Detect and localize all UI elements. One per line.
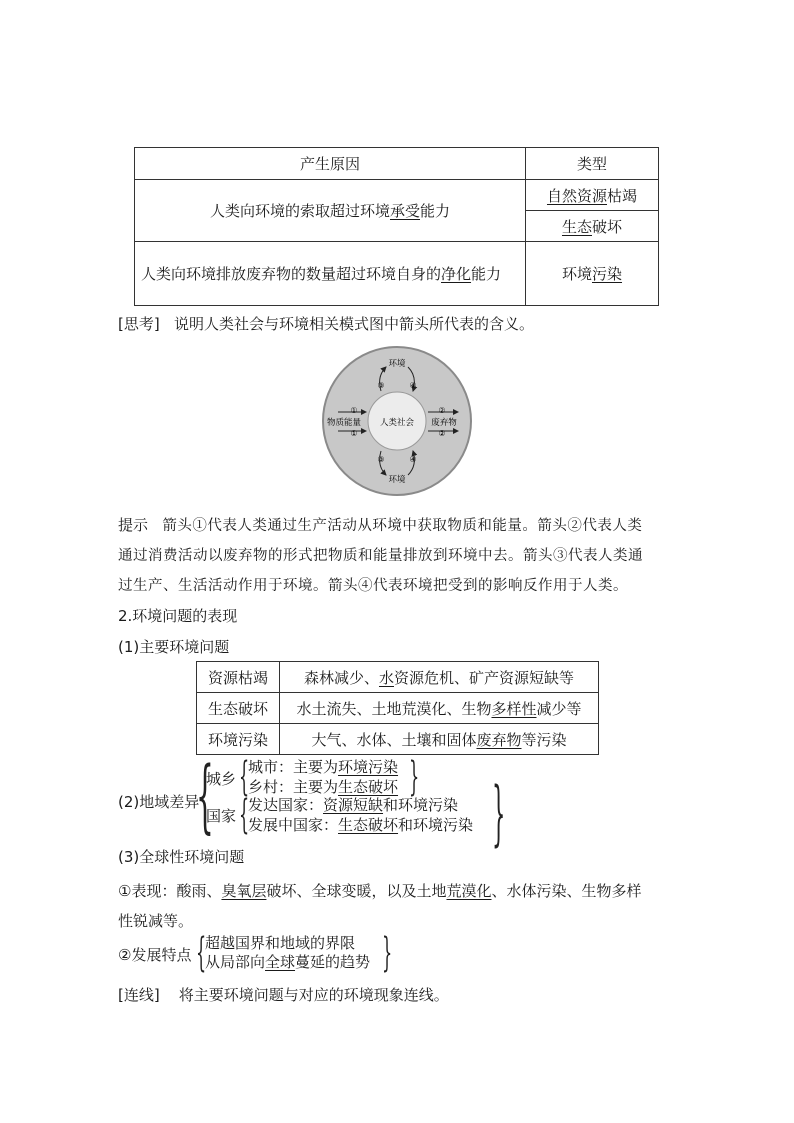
type-resource-depletion: 自然资源枯竭	[526, 180, 659, 211]
cause-row2: 人类向环境排放废弃物的数量超过环境自身的净化能力	[135, 242, 526, 306]
main-problems-table	[196, 661, 599, 755]
think-text: 说明人类社会与环境相关模式图中箭头所代表的含义。	[174, 315, 535, 333]
urban-rural-items	[248, 757, 398, 797]
think-paragraph	[118, 313, 534, 334]
regional-label: (2)地域差异	[118, 793, 200, 811]
human-environment-diagram	[318, 345, 476, 497]
matter-energy-label: 物质能量	[326, 418, 362, 428]
urban-rural-right-brace: }	[409, 754, 420, 800]
arrow1-bottom-number: ①	[350, 429, 358, 438]
developing-item: 发展中国家：生态破坏和环境污染	[248, 816, 474, 834]
think-label: [思考]	[118, 315, 160, 333]
urban-rural-label: 城乡	[206, 770, 237, 788]
global-label: (3)全球性环境问题	[118, 848, 245, 866]
urban-rural-brace: {	[239, 754, 250, 800]
cause-row1: 人类向环境的索取超过环境承受能力	[135, 180, 526, 242]
problem-desc: 森林减少、水资源危机、矿产资源短缺等	[280, 662, 599, 693]
hint-paragraph: 提示 箭头①代表人类通过生产活动从环境中获取物质和能量。箭头②代表人类 通过消费活动以废弃物的形式把物质和能量排放到环境中去。箭头③代表人类通 过生产、生活活动作用于环境。箭头④代表环境把受到的影响反作用于人类。	[118, 516, 643, 594]
feature-right-brace: }	[382, 930, 393, 976]
village-item: 乡村：主要为生态破坏	[248, 778, 399, 796]
country-brace: {	[239, 792, 250, 838]
feature-1: 超越国界和地域的界限	[205, 934, 356, 952]
header-type: 类型	[526, 148, 659, 180]
header-cause: 产生原因	[135, 148, 526, 180]
feature-brace: {	[196, 930, 207, 976]
global-manifestation: ①表现：酸雨、臭氧层破坏、全球变暖，以及土地荒漠化、水体污染、生物多样 性锐减等。	[118, 882, 642, 930]
link-label: [连线]	[118, 986, 160, 1004]
arrow2-top-number: ②	[438, 406, 446, 415]
problem-name: 生态破坏	[197, 693, 280, 724]
human-society-label: 人类社会	[379, 418, 415, 428]
arrow3-bottom-number: ③	[377, 455, 385, 464]
arrow2-bottom-number: ②	[438, 429, 446, 438]
outer-left-brace: {	[196, 749, 214, 842]
country-label: 国家	[206, 807, 237, 825]
arrow4-top-number: ④	[409, 381, 417, 390]
feature-items	[205, 934, 370, 972]
type-eco-damage: 生态破坏	[526, 211, 659, 242]
developed-item: 发达国家：资源短缺和环境污染	[248, 796, 459, 814]
problem-desc: 水土流失、土地荒漠化、生物多样性减少等	[280, 693, 599, 724]
section2-sub1: (1)主要环境问题	[118, 638, 230, 656]
problem-name: 环境污染	[197, 724, 280, 755]
top-environment-label: 环境	[388, 359, 406, 369]
section2-title: 2.环境问题的表现	[118, 607, 238, 625]
hint-label: 提示	[118, 516, 149, 534]
city-item: 城市：主要为环境污染	[248, 758, 399, 776]
outer-right-brace: }	[492, 772, 506, 854]
country-items	[248, 795, 473, 835]
feature-2: 从局部向全球蔓延的趋势	[205, 953, 371, 971]
waste-label: 废弃物	[431, 418, 457, 428]
cause-type-table	[134, 147, 659, 306]
problem-name: 资源枯竭	[197, 662, 280, 693]
type-pollution: 环境污染	[526, 242, 659, 306]
arrow4-bottom-number: ④	[409, 455, 417, 464]
link-paragraph	[118, 984, 449, 1005]
arrow3-top-number: ③	[377, 381, 385, 390]
link-text: 将主要环境问题与对应的环境现象连线。	[178, 986, 449, 1004]
arrow1-top-number: ①	[350, 406, 358, 415]
problem-desc: 大气、水体、土壤和固体废弃物等污染	[280, 724, 599, 755]
feature-label: ②发展特点	[118, 946, 192, 964]
bottom-environment-label: 环境	[388, 475, 406, 485]
